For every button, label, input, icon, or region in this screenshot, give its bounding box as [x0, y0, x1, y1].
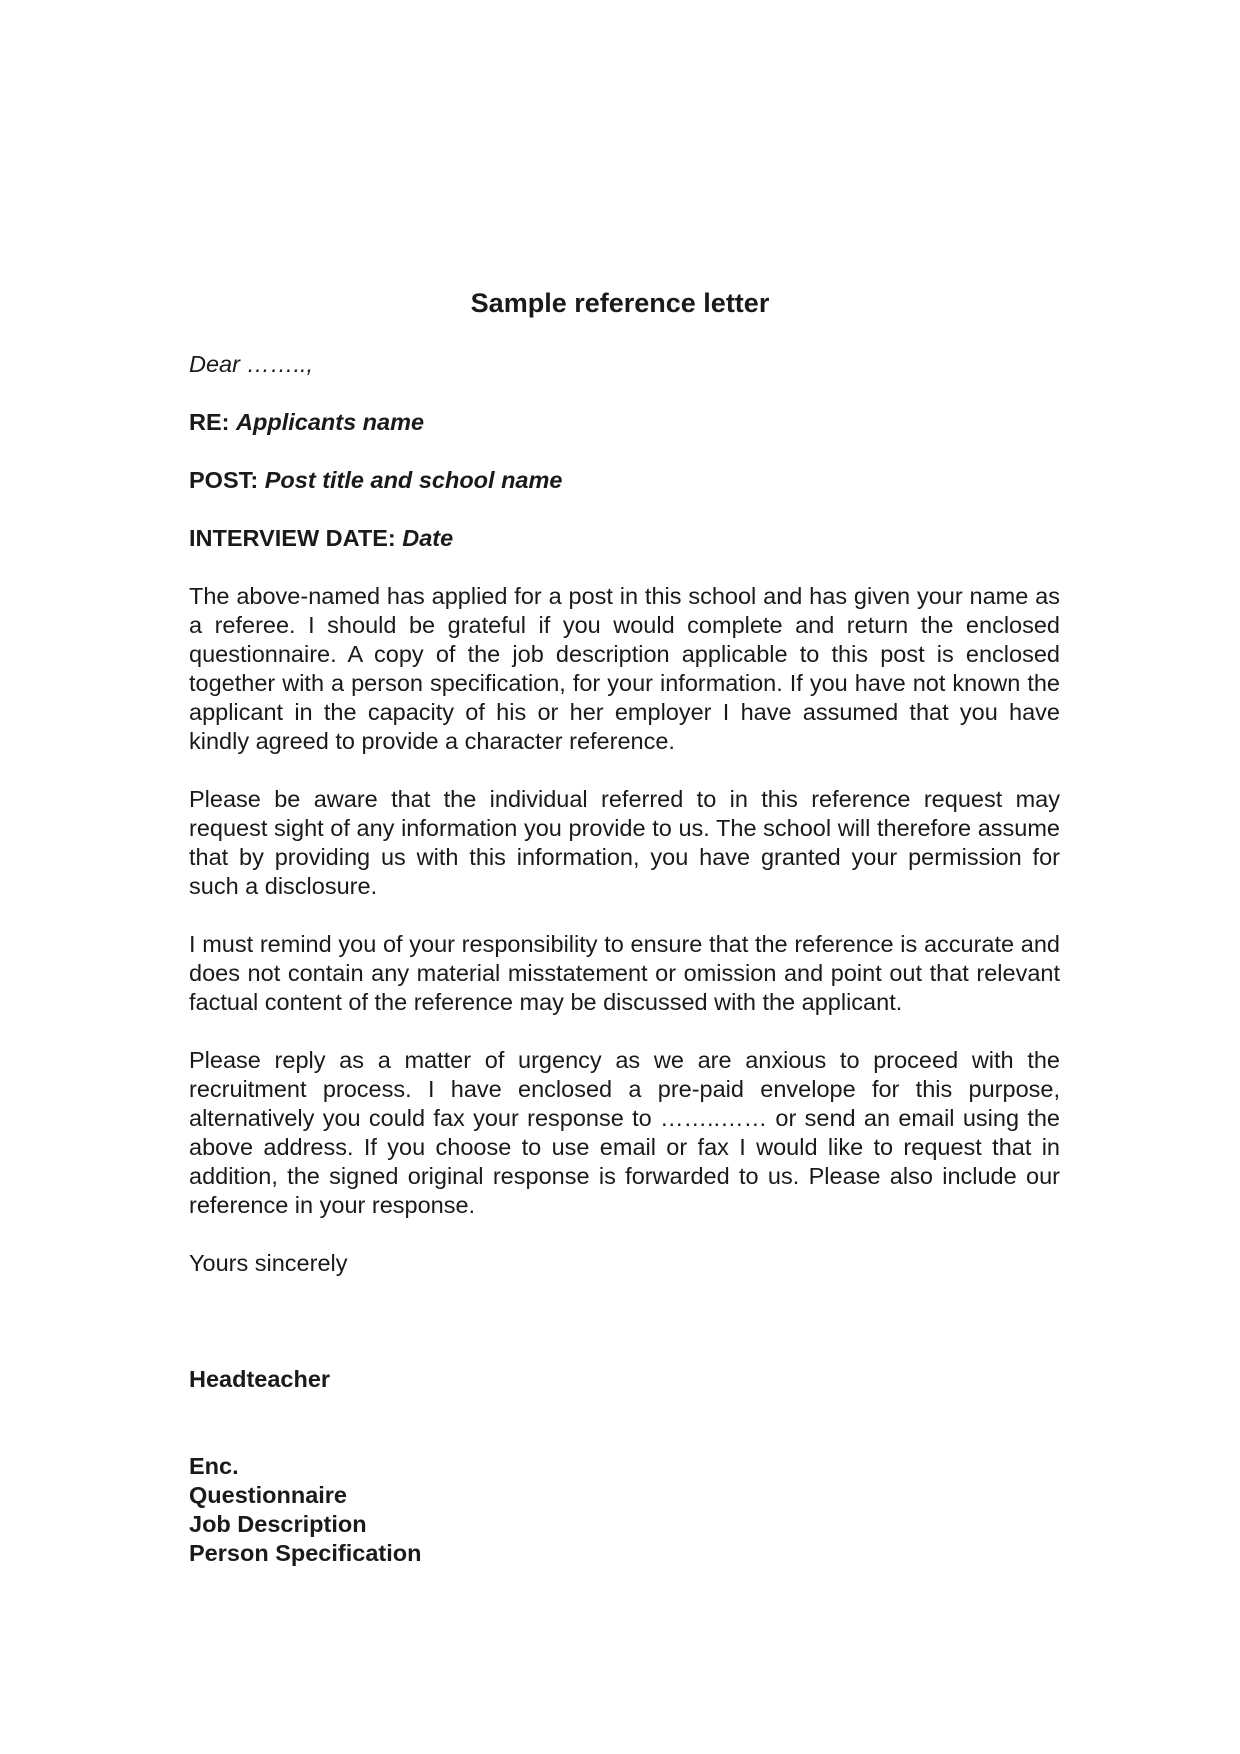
enclosures-heading: Enc.	[189, 1453, 239, 1479]
closing: Yours sincerely	[189, 1250, 348, 1276]
re-line	[189, 408, 1060, 437]
post-value: Post title and school name	[264, 467, 563, 493]
enclosures	[189, 1452, 1060, 1568]
interview-date-label: INTERVIEW DATE:	[189, 525, 396, 551]
post-label: POST:	[189, 467, 259, 493]
paragraph-request: The above-named has applied for a post in this school and has given your name as a referee. I should be grateful if you would complete and return the enclosed questionnaire. A copy of the job description applicable to this post is enclosed together with a person specification, for your information. If you have not known the applicant in the capacity of his or her employer I have assumed that you have kindly agreed to provide a character reference.	[189, 583, 1060, 754]
post-line	[189, 466, 1060, 495]
letter-body	[189, 350, 1060, 1568]
salutation: Dear ……..,	[189, 351, 314, 377]
paragraph-disclosure: Please be aware that the individual referred to in this reference request may request sight of any information you provide to us. The school will therefore assume that by providing us with this information, you have granted your permission for such a disclosure.	[189, 786, 1060, 899]
interview-date-value: Date	[402, 525, 454, 551]
enclosure-item: Job Description	[189, 1511, 367, 1537]
re-label: RE:	[189, 409, 230, 435]
signatory: Headteacher	[189, 1366, 331, 1392]
enclosure-item: Person Specification	[189, 1540, 422, 1566]
re-value: Applicants name	[236, 409, 425, 435]
enclosure-item: Questionnaire	[189, 1482, 348, 1508]
paragraph-reply: Please reply as a matter of urgency as we are anxious to proceed with the recruitment process. I have enclosed a pre-paid envelope for this purpose, alternatively you could fax your response to ……..…… or send an email using the above address. If you choose to use email or fax I would like to request that in addition, the signed original response is forwarded to us. Please also include our reference in your response.	[189, 1047, 1060, 1218]
letter-title: Sample reference letter	[470, 288, 770, 318]
paragraph-responsibility: I must remind you of your responsibility to ensure that the reference is accurate and does not contain any material misstatement or omission and point out that relevant factual content of the reference may be discussed with the applicant.	[189, 931, 1060, 1015]
interview-date-line	[189, 524, 1060, 553]
